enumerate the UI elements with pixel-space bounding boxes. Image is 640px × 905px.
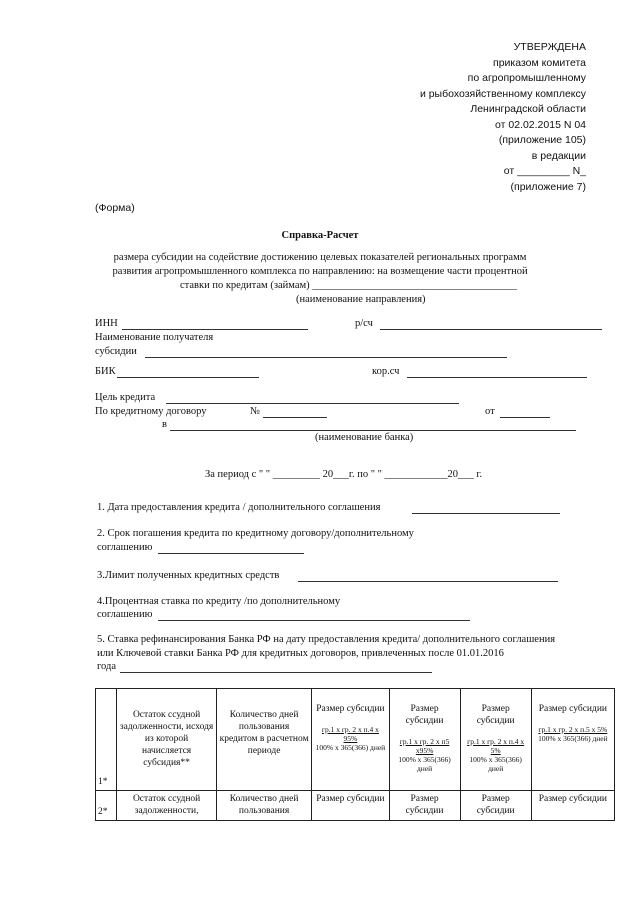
cell-subsidy-2: Размер субсидии (389, 791, 460, 821)
table-row (96, 791, 615, 821)
item-4-label-line-1: 4.Процентная ставка по кредиту /по дополнительному (97, 596, 341, 607)
number-label: № (250, 406, 261, 417)
subtitle-line-3 (180, 280, 517, 291)
approval-line: УТВЕРЖДЕНА (513, 41, 586, 53)
calculation-table (95, 688, 615, 821)
recipient-label-line-2: субсидии (95, 346, 137, 357)
item-2-field[interactable] (158, 542, 304, 554)
direction-fill[interactable]: _______________________________________ (312, 280, 517, 291)
approval-line: и рыбохозяйственному комплексу (419, 87, 586, 100)
in-label: в (162, 419, 167, 430)
kor-field[interactable] (407, 366, 587, 378)
item-1-label: 1. Дата предоставления кредита / дополнительного соглашения (97, 502, 381, 513)
period-line: За период с " " _________ 20___г. по " " ____________20___ г. (205, 469, 483, 480)
row-number: 2* (96, 791, 117, 821)
inn-label: ИНН (95, 318, 118, 329)
header-subsidy-2 (389, 689, 460, 791)
header-subsidy-4 (531, 689, 614, 791)
document-title: Справка-Расчет (281, 230, 359, 241)
item-2-label-line-1: 2. Срок погашения кредита по кредитному договору/дополнительному (97, 528, 414, 539)
header-debt-balance: Остаток ссудной задолженности, исходя из которой начисляется субсидия** (117, 689, 217, 791)
item-2-label-line-2: соглашению (97, 542, 153, 553)
formula-numerator: гр.1 х гр. 2 х п5 х95% (399, 737, 450, 755)
item-5-field[interactable] (120, 661, 432, 673)
from-label: от (485, 406, 495, 417)
formula-denominator: 100% х 365(366) дней (315, 743, 386, 752)
rs-field[interactable] (380, 318, 602, 330)
direction-caption: (наименование направления) (296, 294, 426, 305)
bik-field[interactable] (117, 366, 259, 378)
subtitle-line-2: развития агропромышленного комплекса по направлению: на возмещение части процентной (112, 266, 528, 277)
item-4-label-line-2: соглашению (97, 609, 153, 620)
cell-subsidy-4: Размер субсидии (531, 791, 614, 821)
header-days-used: Количество дней пользования кредитом в расчетном периоде (216, 689, 311, 791)
header-subsidy-1 (312, 689, 389, 791)
approval-line: Ленинградской области (470, 103, 586, 115)
formula (463, 737, 529, 773)
kor-label: кор.сч (372, 366, 400, 377)
header-subsidy-3 (460, 689, 531, 791)
approval-line: по агропромышленному (467, 72, 586, 84)
formula (314, 725, 386, 752)
subsidy-label: Размер субсидии (538, 704, 608, 714)
table-row (96, 689, 615, 791)
item-5-label-line-1: 5. Ставка рефинансирования Банка РФ на дату предоставления кредита/ дополнительного соглашения (97, 634, 556, 645)
contract-label: По кредитному договору (95, 406, 207, 417)
purpose-label: Цель кредита (95, 392, 156, 403)
contract-date-field[interactable] (500, 406, 550, 418)
approval-line: приказом комитета (493, 56, 586, 69)
formula-denominator: 100% х 365(366) дней (398, 755, 451, 773)
purpose-field[interactable] (166, 392, 459, 404)
recipient-label-line-1: Наименование получателя (95, 332, 214, 343)
formula-numerator: гр.1 х гр. 2 х п.5 х 5% (538, 725, 608, 734)
inn-field[interactable] (122, 318, 308, 330)
formula (392, 737, 458, 773)
subtitle-line-3-text: ставки по кредитам (займам) (180, 280, 310, 291)
item-5-label-line-3: года (97, 661, 116, 672)
approval-line: от _________ N_ (503, 165, 586, 177)
approval-line: (приложение 7) (510, 180, 586, 193)
cell-days-used: Количество дней пользования (216, 791, 311, 821)
cell-debt-balance: Остаток ссудной задолженности, (117, 791, 217, 821)
approval-line: (приложение 105) (498, 134, 586, 146)
row-number: 1* (96, 689, 117, 791)
bik-label: БИК (95, 366, 116, 377)
approval-line: от 02.02.2015 N 04 (495, 118, 586, 131)
approval-block (420, 40, 586, 195)
recipient-field[interactable] (145, 346, 507, 358)
cell-subsidy-1: Размер субсидии (312, 791, 389, 821)
contract-number-field[interactable] (263, 406, 327, 418)
formula (534, 725, 612, 743)
formula-numerator: гр.1 х гр. 2 х п.4 х 95% (321, 725, 379, 743)
subtitle-line-1: размера субсидии на содействие достижению целевых показателей региональных программ (113, 252, 527, 263)
bank-caption: (наименование банка) (315, 432, 414, 443)
formula-numerator: гр.1 х гр. 2 х п.4 х 5% (467, 737, 525, 755)
approval-line: в редакции (531, 149, 586, 162)
item-3-field[interactable] (298, 570, 558, 582)
item-3-label: 3.Лимит полученных кредитных средств (97, 570, 280, 581)
item-4-field[interactable] (158, 609, 470, 621)
item-1-field[interactable] (412, 502, 560, 514)
form-label: (Форма) (95, 202, 135, 214)
formula-denominator: 100% х 365(366) дней (469, 755, 522, 773)
item-5-label-line-2: или Ключевой ставки Банка РФ для кредитных договоров, привлеченных после 01.01.2016 (97, 648, 504, 659)
rs-label: р/сч (355, 318, 373, 329)
subsidy-label: Размер субсидии (476, 704, 515, 726)
subsidy-label: Размер субсидии (405, 704, 444, 726)
formula-denominator: 100% х 365(366) дней (538, 734, 608, 743)
bank-field[interactable] (170, 419, 576, 431)
subsidy-label: Размер субсидии (316, 704, 385, 714)
cell-subsidy-3: Размер субсидии (460, 791, 531, 821)
